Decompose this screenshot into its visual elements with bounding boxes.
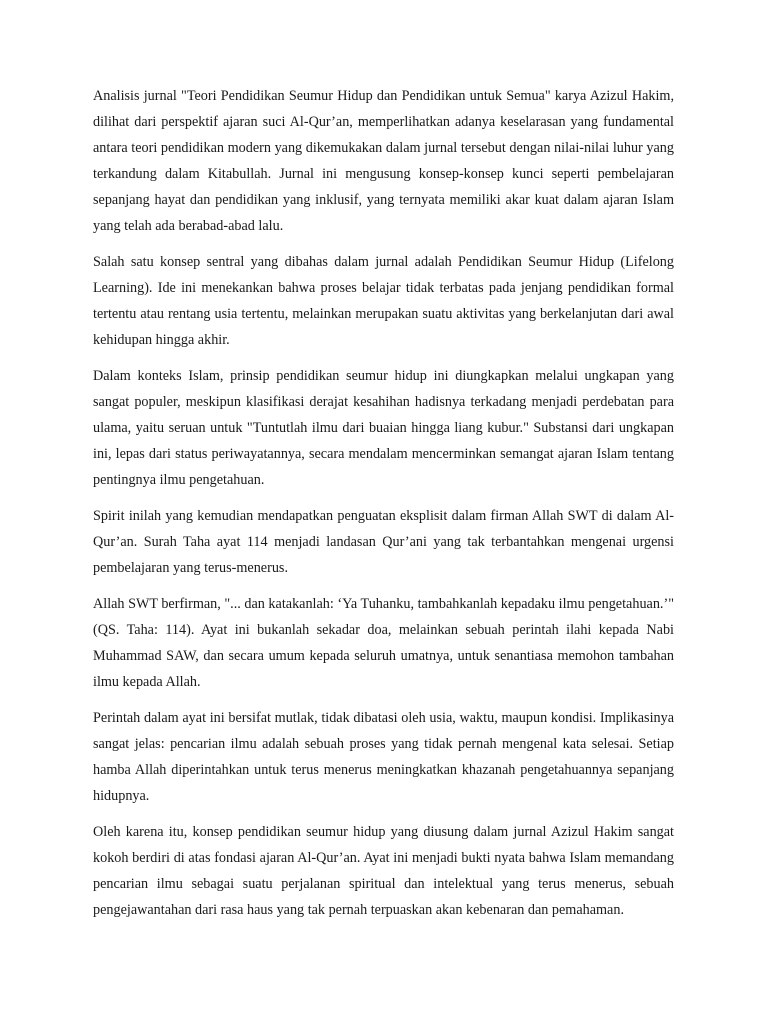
paragraph-3: Dalam konteks Islam, prinsip pendidikan seumur hidup ini diungkapkan melalui ungkapan yang sangat populer, meskipun klasifikasi derajat kesahihan hadisnya terkadang menjadi perdebatan para ulama, yaitu seruan untuk "Tuntutlah ilmu dari buaian hingga liang kubur." Substansi dari ungkapan ini, lepas dari status periwayatannya, secara mendalam mencerminkan semangat ajaran Islam tentang pentingnya ilmu pengetahuan.	[93, 368, 674, 488]
paragraph-4: Spirit inilah yang kemudian mendapatkan penguatan eksplisit dalam firman Allah SWT di dalam Al-Qur’an. Surah Taha ayat 114 menjadi landasan Qur’ani yang tak terbantahkan mengenai urgensi pembelajaran yang terus-menerus.	[93, 508, 674, 576]
paragraph-1: Analisis jurnal "Teori Pendidikan Seumur Hidup dan Pendidikan untuk Semua" karya Azizul Hakim, dilihat dari perspektif ajaran suci Al-Qur’an, memperlihatkan adanya keselarasan yang fundamental antara teori pendidikan modern yang dikemukakan dalam jurnal tersebut dengan nilai-nilai luhur yang terkandung dalam Kitabullah. Jurnal ini mengusung konsep-konsep kunci seperti pembelajaran sepanjang hayat dan pendidikan yang inklusif, yang ternyata memiliki akar kuat dalam ajaran Islam yang telah ada berabad-abad lalu.	[93, 88, 674, 234]
paragraph-2: Salah satu konsep sentral yang dibahas dalam jurnal adalah Pendidikan Seumur Hidup (Lifelong Learning). Ide ini menekankan bahwa proses belajar tidak terbatas pada jenjang pendidikan formal tertentu atau rentang usia tertentu, melainkan merupakan suatu aktivitas yang berkelanjutan dari awal kehidupan hingga akhir.	[93, 254, 674, 348]
paragraph-6: Perintah dalam ayat ini bersifat mutlak, tidak dibatasi oleh usia, waktu, maupun kondisi. Implikasinya sangat jelas: pencarian ilmu adalah sebuah proses yang tidak pernah mengenal kata selesai. Setiap hamba Allah diperintahkan untuk terus menerus meningkatkan khazanah pengetahuannya sepanjang hidupnya.	[93, 710, 674, 804]
document-body	[93, 83, 674, 933]
paragraph-5: Allah SWT berfirman, "... dan katakanlah: ‘Ya Tuhanku, tambahkanlah kepadaku ilmu pengetahuan.’" (QS. Taha: 114). Ayat ini bukanlah sekadar doa, melainkan sebuah perintah ilahi kepada Nabi Muhammad SAW, dan secara umum kepada seluruh umatnya, untuk senantiasa memohon tambahan ilmu kepada Allah.	[93, 596, 674, 690]
paragraph-7: Oleh karena itu, konsep pendidikan seumur hidup yang diusung dalam jurnal Azizul Hakim sangat kokoh berdiri di atas fondasi ajaran Al-Qur’an. Ayat ini menjadi bukti nyata bahwa Islam memandang pencarian ilmu sebagai suatu perjalanan spiritual dan intelektual yang terus menerus, sebuah pengejawantahan dari rasa haus yang tak pernah terpuaskan akan kebenaran dan pemahaman.	[93, 824, 674, 918]
